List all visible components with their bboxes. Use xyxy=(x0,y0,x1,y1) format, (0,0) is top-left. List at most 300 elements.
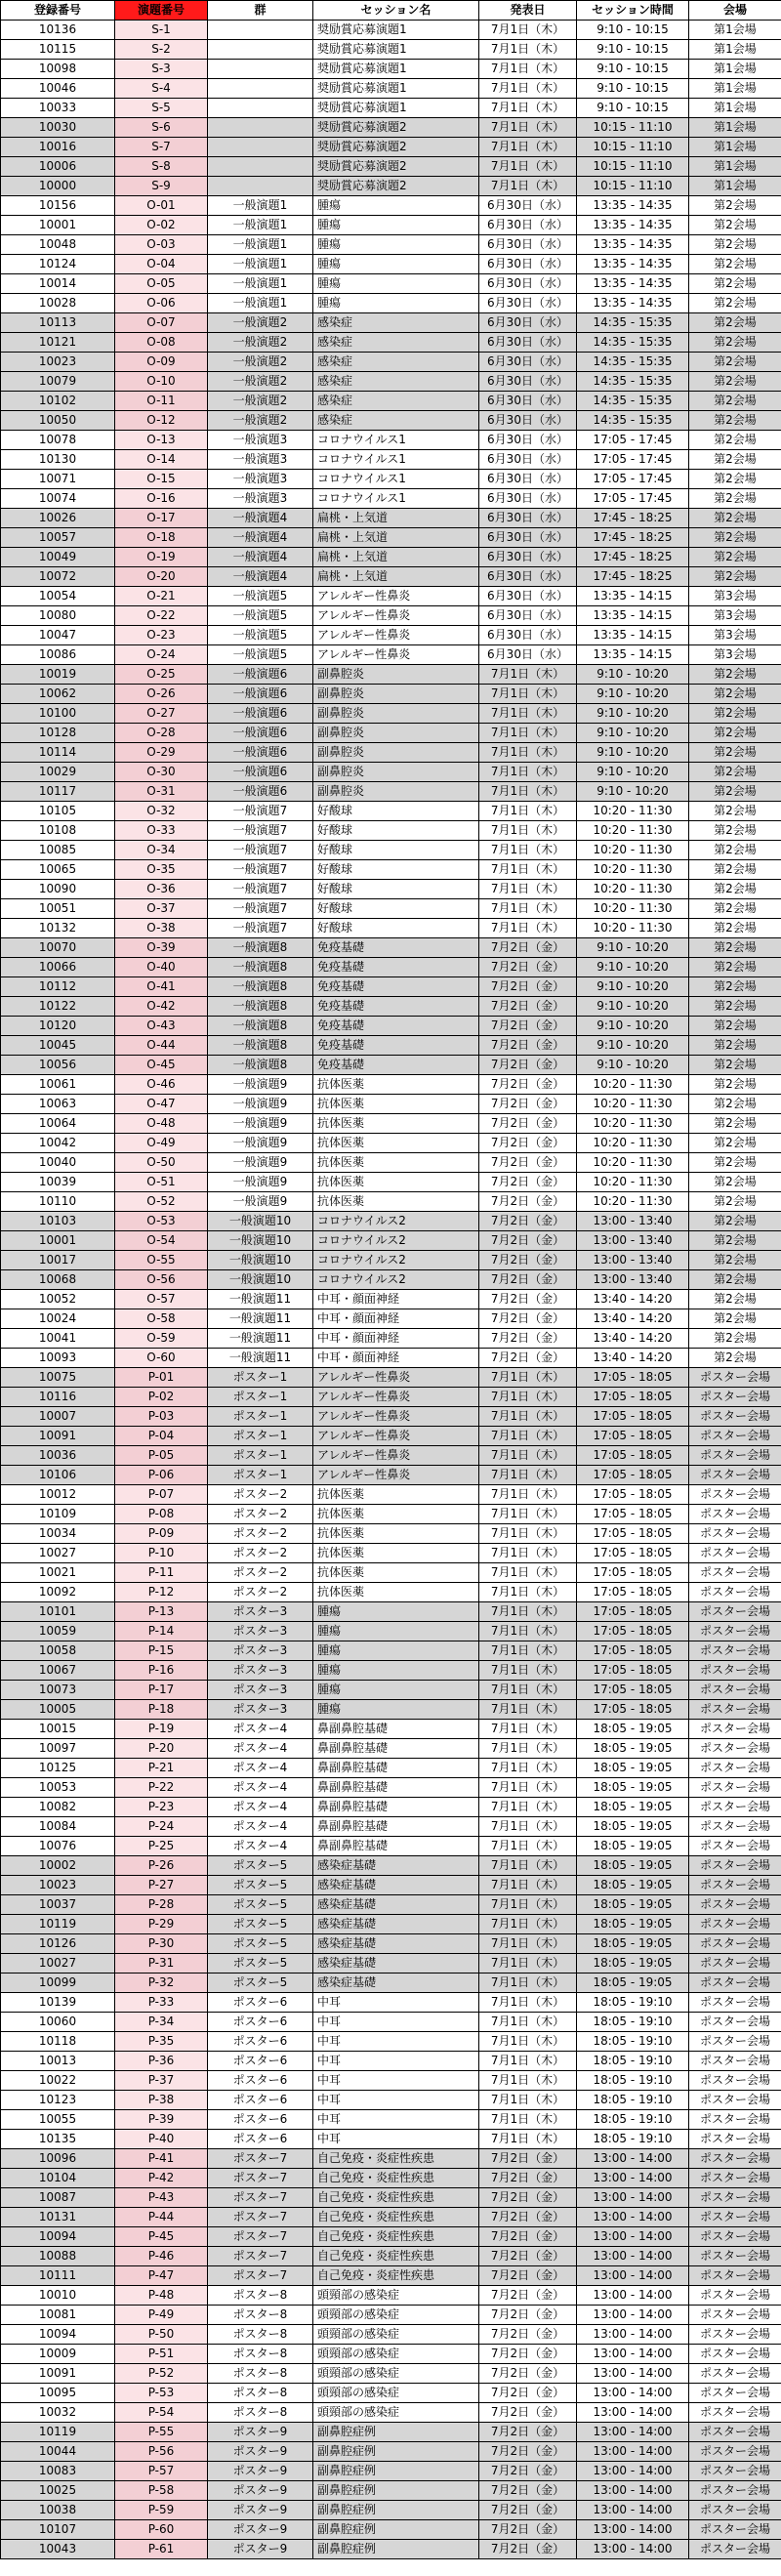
cell-presentation-number: P-16 xyxy=(115,1661,208,1681)
cell-session-time: 18:05 - 19:05 xyxy=(577,1837,689,1856)
table-row xyxy=(1,1212,781,1231)
cell-group: ポスター7 xyxy=(208,2247,313,2266)
cell-session-time: 17:05 - 18:05 xyxy=(577,1505,689,1524)
cell-venue: 第2会場 xyxy=(689,567,781,587)
cell-registration-number: 10025 xyxy=(1,2481,115,2501)
cell-presentation-date: 7月2日（金） xyxy=(479,2520,577,2540)
cell-session-name: 抗体医薬 xyxy=(313,1192,479,1212)
cell-venue: ポスター会場 xyxy=(689,1583,781,1602)
cell-presentation-date: 6月30日（水） xyxy=(479,216,577,235)
cell-group: ポスター1 xyxy=(208,1427,313,1446)
header-group: 群 xyxy=(208,1,313,21)
cell-venue: 第2会場 xyxy=(689,704,781,724)
cell-registration-number: 10007 xyxy=(1,1407,115,1427)
cell-venue: 第2会場 xyxy=(689,860,781,880)
cell-session-time: 18:05 - 19:10 xyxy=(577,2052,689,2071)
cell-presentation-date: 7月1日（木） xyxy=(479,685,577,704)
cell-group: 一般演題9 xyxy=(208,1153,313,1173)
cell-session-name: コロナウイルス2 xyxy=(313,1270,479,1290)
cell-session-name: 好酸球 xyxy=(313,841,479,860)
header-registration-number: 登録番号 xyxy=(1,1,115,21)
cell-session-time: 13:35 - 14:15 xyxy=(577,645,689,665)
cell-presentation-date: 7月2日（金） xyxy=(479,1270,577,1290)
cell-presentation-date: 7月1日（木） xyxy=(479,860,577,880)
table-row xyxy=(1,2130,781,2149)
cell-presentation-number: P-18 xyxy=(115,1700,208,1720)
cell-registration-number: 10122 xyxy=(1,997,115,1017)
cell-session-time: 9:10 - 10:20 xyxy=(577,704,689,724)
table-row xyxy=(1,1114,781,1134)
cell-session-time: 18:05 - 19:05 xyxy=(577,1778,689,1798)
cell-venue: ポスター会場 xyxy=(689,1466,781,1485)
cell-session-time: 13:00 - 13:40 xyxy=(577,1251,689,1270)
header-row xyxy=(1,1,781,21)
cell-session-name: 鼻副鼻腔基礎 xyxy=(313,1739,479,1759)
cell-group xyxy=(208,40,313,60)
cell-session-time: 9:10 - 10:20 xyxy=(577,997,689,1017)
cell-venue: ポスター会場 xyxy=(689,2110,781,2130)
cell-presentation-date: 7月2日（金） xyxy=(479,2306,577,2325)
cell-registration-number: 10012 xyxy=(1,1485,115,1505)
cell-group: 一般演題6 xyxy=(208,782,313,802)
cell-presentation-date: 7月1日（木） xyxy=(479,2110,577,2130)
cell-session-name: 中耳・顔面神経 xyxy=(313,1349,479,1368)
cell-session-time: 13:35 - 14:15 xyxy=(577,626,689,645)
cell-group: ポスター9 xyxy=(208,2520,313,2540)
cell-session-name: 感染症基礎 xyxy=(313,1974,479,1993)
cell-registration-number: 10104 xyxy=(1,2169,115,2188)
table-row xyxy=(1,21,781,40)
cell-presentation-number: P-46 xyxy=(115,2247,208,2266)
cell-presentation-date: 7月1日（木） xyxy=(479,1602,577,1622)
cell-session-name: 中耳 xyxy=(313,2130,479,2149)
cell-session-name: 奨励賞応募演題1 xyxy=(313,40,479,60)
cell-venue: ポスター会場 xyxy=(689,1661,781,1681)
cell-presentation-date: 7月1日（木） xyxy=(479,704,577,724)
table-row xyxy=(1,2032,781,2052)
cell-registration-number: 10092 xyxy=(1,1583,115,1602)
cell-session-name: 免疫基礎 xyxy=(313,997,479,1017)
cell-presentation-number: S-6 xyxy=(115,118,208,138)
cell-session-name: 鼻副鼻腔基礎 xyxy=(313,1817,479,1837)
cell-session-name: 腫瘍 xyxy=(313,255,479,274)
cell-presentation-date: 7月2日（金） xyxy=(479,2403,577,2423)
cell-registration-number: 10123 xyxy=(1,2091,115,2110)
cell-venue: ポスター会場 xyxy=(689,1427,781,1446)
cell-registration-number: 10027 xyxy=(1,1544,115,1563)
cell-group: ポスター8 xyxy=(208,2364,313,2384)
cell-registration-number: 10110 xyxy=(1,1192,115,1212)
cell-registration-number: 10024 xyxy=(1,1309,115,1329)
cell-venue: ポスター会場 xyxy=(689,1622,781,1641)
cell-session-name: コロナウイルス2 xyxy=(313,1212,479,1231)
table-row xyxy=(1,1036,781,1056)
cell-presentation-number: O-11 xyxy=(115,392,208,411)
table-row xyxy=(1,1759,781,1778)
table-row xyxy=(1,2481,781,2501)
cell-session-name: アレルギー性鼻炎 xyxy=(313,1446,479,1466)
cell-presentation-number: O-60 xyxy=(115,1349,208,1368)
cell-venue: 第2会場 xyxy=(689,528,781,548)
cell-presentation-date: 6月30日（水） xyxy=(479,528,577,548)
cell-registration-number: 10009 xyxy=(1,2345,115,2364)
cell-registration-number: 10023 xyxy=(1,353,115,372)
cell-session-time: 13:00 - 14:00 xyxy=(577,2423,689,2442)
cell-session-name: 好酸球 xyxy=(313,899,479,919)
cell-venue: ポスター会場 xyxy=(689,1876,781,1895)
cell-presentation-number: O-22 xyxy=(115,606,208,626)
cell-group: 一般演題10 xyxy=(208,1251,313,1270)
cell-registration-number: 10098 xyxy=(1,60,115,79)
cell-group xyxy=(208,60,313,79)
table-row xyxy=(1,1602,781,1622)
cell-session-time: 10:20 - 11:30 xyxy=(577,821,689,841)
cell-presentation-date: 7月1日（木） xyxy=(479,1856,577,1876)
table-row xyxy=(1,1270,781,1290)
cell-session-name: 自己免疫・炎症性疾患 xyxy=(313,2247,479,2266)
cell-presentation-date: 6月30日（水） xyxy=(479,626,577,645)
cell-presentation-date: 7月2日（金） xyxy=(479,1173,577,1192)
cell-session-name: 免疫基礎 xyxy=(313,958,479,977)
cell-session-time: 10:15 - 11:10 xyxy=(577,138,689,157)
cell-registration-number: 10053 xyxy=(1,1778,115,1798)
cell-presentation-number: P-35 xyxy=(115,2032,208,2052)
cell-session-name: 扁桃・上気道 xyxy=(313,548,479,567)
cell-group: ポスター6 xyxy=(208,2071,313,2091)
table-row xyxy=(1,313,781,333)
cell-group: 一般演題8 xyxy=(208,977,313,997)
table-row xyxy=(1,802,781,821)
cell-session-time: 17:05 - 18:05 xyxy=(577,1661,689,1681)
cell-venue: 第2会場 xyxy=(689,763,781,782)
cell-registration-number: 10067 xyxy=(1,1661,115,1681)
cell-venue: 第2会場 xyxy=(689,333,781,353)
cell-presentation-number: P-53 xyxy=(115,2384,208,2403)
cell-venue: 第2会場 xyxy=(689,372,781,392)
cell-session-time: 18:05 - 19:05 xyxy=(577,1817,689,1837)
cell-registration-number: 10051 xyxy=(1,899,115,919)
cell-group: ポスター6 xyxy=(208,2052,313,2071)
cell-presentation-date: 7月1日（木） xyxy=(479,1700,577,1720)
cell-presentation-date: 7月2日（金） xyxy=(479,1212,577,1231)
cell-presentation-number: O-27 xyxy=(115,704,208,724)
cell-presentation-date: 7月2日（金） xyxy=(479,1153,577,1173)
cell-group: 一般演題4 xyxy=(208,509,313,528)
cell-session-name: アレルギー性鼻炎 xyxy=(313,626,479,645)
cell-presentation-number: P-41 xyxy=(115,2149,208,2169)
cell-group: ポスター8 xyxy=(208,2403,313,2423)
cell-session-time: 13:35 - 14:35 xyxy=(577,255,689,274)
cell-registration-number: 10033 xyxy=(1,99,115,118)
cell-venue: 第1会場 xyxy=(689,79,781,99)
cell-session-name: アレルギー性鼻炎 xyxy=(313,587,479,606)
cell-session-name: アレルギー性鼻炎 xyxy=(313,1388,479,1407)
cell-session-name: 自己免疫・炎症性疾患 xyxy=(313,2227,479,2247)
cell-presentation-number: P-37 xyxy=(115,2071,208,2091)
table-row xyxy=(1,1993,781,2013)
cell-session-name: 副鼻腔症例 xyxy=(313,2442,479,2462)
cell-presentation-number: P-11 xyxy=(115,1563,208,1583)
cell-presentation-number: O-51 xyxy=(115,1173,208,1192)
cell-registration-number: 10076 xyxy=(1,1837,115,1856)
cell-session-name: アレルギー性鼻炎 xyxy=(313,1427,479,1446)
cell-group: ポスター7 xyxy=(208,2169,313,2188)
cell-presentation-date: 7月1日（木） xyxy=(479,1524,577,1544)
cell-registration-number: 10074 xyxy=(1,489,115,509)
cell-venue: ポスター会場 xyxy=(689,1837,781,1856)
cell-venue: ポスター会場 xyxy=(689,1993,781,2013)
table-row xyxy=(1,1017,781,1036)
cell-registration-number: 10055 xyxy=(1,2110,115,2130)
cell-session-time: 9:10 - 10:20 xyxy=(577,743,689,763)
cell-session-time: 9:10 - 10:15 xyxy=(577,60,689,79)
cell-presentation-date: 6月30日（水） xyxy=(479,196,577,216)
cell-session-time: 18:05 - 19:05 xyxy=(577,1798,689,1817)
cell-presentation-date: 7月1日（木） xyxy=(479,1427,577,1446)
cell-group: ポスター8 xyxy=(208,2325,313,2345)
cell-registration-number: 10091 xyxy=(1,1427,115,1446)
cell-group: ポスター9 xyxy=(208,2442,313,2462)
cell-registration-number: 10132 xyxy=(1,919,115,938)
cell-presentation-number: P-19 xyxy=(115,1720,208,1739)
cell-session-time: 13:35 - 14:35 xyxy=(577,294,689,313)
table-row xyxy=(1,1544,781,1563)
cell-presentation-date: 7月1日（木） xyxy=(479,1837,577,1856)
cell-presentation-number: O-36 xyxy=(115,880,208,899)
table-row xyxy=(1,606,781,626)
cell-presentation-date: 7月2日（金） xyxy=(479,1329,577,1349)
cell-session-time: 9:10 - 10:20 xyxy=(577,782,689,802)
cell-presentation-number: P-06 xyxy=(115,1466,208,1485)
cell-group: ポスター7 xyxy=(208,2208,313,2227)
cell-presentation-number: P-10 xyxy=(115,1544,208,1563)
table-row xyxy=(1,2384,781,2403)
cell-presentation-number: O-41 xyxy=(115,977,208,997)
cell-session-name: 自己免疫・炎症性疾患 xyxy=(313,2169,479,2188)
cell-registration-number: 10049 xyxy=(1,548,115,567)
cell-session-time: 18:05 - 19:10 xyxy=(577,2091,689,2110)
cell-presentation-date: 7月1日（木） xyxy=(479,1466,577,1485)
cell-session-name: 鼻副鼻腔基礎 xyxy=(313,1798,479,1817)
cell-session-time: 9:10 - 10:20 xyxy=(577,938,689,958)
cell-group: 一般演題11 xyxy=(208,1290,313,1309)
cell-session-name: 奨励賞応募演題2 xyxy=(313,138,479,157)
cell-presentation-number: O-34 xyxy=(115,841,208,860)
cell-registration-number: 10058 xyxy=(1,1641,115,1661)
cell-session-time: 13:00 - 14:00 xyxy=(577,2364,689,2384)
table-row xyxy=(1,1388,781,1407)
cell-group: 一般演題8 xyxy=(208,938,313,958)
cell-registration-number: 10021 xyxy=(1,1563,115,1583)
cell-session-name: 好酸球 xyxy=(313,860,479,880)
cell-session-time: 17:05 - 18:05 xyxy=(577,1485,689,1505)
cell-venue: 第2会場 xyxy=(689,1192,781,1212)
cell-group: ポスター9 xyxy=(208,2501,313,2520)
cell-presentation-number: P-04 xyxy=(115,1427,208,1446)
cell-registration-number: 10043 xyxy=(1,2540,115,2559)
cell-session-name: 自己免疫・炎症性疾患 xyxy=(313,2149,479,2169)
cell-session-name: 感染症基礎 xyxy=(313,1895,479,1915)
cell-presentation-date: 7月1日（木） xyxy=(479,1876,577,1895)
cell-registration-number: 10082 xyxy=(1,1798,115,1817)
cell-session-name: 奨励賞応募演題1 xyxy=(313,60,479,79)
cell-session-time: 13:35 - 14:15 xyxy=(577,606,689,626)
cell-registration-number: 10081 xyxy=(1,2306,115,2325)
cell-session-name: 免疫基礎 xyxy=(313,1056,479,1075)
cell-session-time: 17:05 - 18:05 xyxy=(577,1681,689,1700)
cell-group: ポスター4 xyxy=(208,1739,313,1759)
table-row xyxy=(1,1485,781,1505)
cell-group: 一般演題2 xyxy=(208,411,313,431)
cell-presentation-date: 7月2日（金） xyxy=(479,1114,577,1134)
cell-registration-number: 10078 xyxy=(1,431,115,450)
cell-registration-number: 10028 xyxy=(1,294,115,313)
cell-presentation-number: O-59 xyxy=(115,1329,208,1349)
cell-registration-number: 10096 xyxy=(1,2149,115,2169)
cell-registration-number: 10037 xyxy=(1,1895,115,1915)
cell-group: ポスター9 xyxy=(208,2481,313,2501)
cell-session-time: 13:00 - 14:00 xyxy=(577,2247,689,2266)
cell-session-time: 10:20 - 11:30 xyxy=(577,841,689,860)
cell-presentation-date: 7月1日（木） xyxy=(479,40,577,60)
cell-registration-number: 10085 xyxy=(1,841,115,860)
table-row xyxy=(1,626,781,645)
cell-presentation-number: O-09 xyxy=(115,353,208,372)
table-row xyxy=(1,431,781,450)
cell-registration-number: 10130 xyxy=(1,450,115,470)
table-row xyxy=(1,880,781,899)
cell-session-name: 副鼻腔症例 xyxy=(313,2501,479,2520)
cell-presentation-number: S-4 xyxy=(115,79,208,99)
cell-group: 一般演題7 xyxy=(208,919,313,938)
cell-venue: ポスター会場 xyxy=(689,1388,781,1407)
cell-presentation-date: 7月2日（金） xyxy=(479,1134,577,1153)
cell-registration-number: 10060 xyxy=(1,2013,115,2032)
cell-presentation-number: O-43 xyxy=(115,1017,208,1036)
cell-presentation-number: P-22 xyxy=(115,1778,208,1798)
cell-registration-number: 10156 xyxy=(1,196,115,216)
table-row xyxy=(1,1427,781,1446)
cell-session-name: 腫瘍 xyxy=(313,196,479,216)
table-row xyxy=(1,2306,781,2325)
cell-registration-number: 10103 xyxy=(1,1212,115,1231)
cell-session-time: 14:35 - 15:35 xyxy=(577,372,689,392)
cell-venue: 第2会場 xyxy=(689,1251,781,1270)
cell-presentation-date: 6月30日（水） xyxy=(479,353,577,372)
cell-registration-number: 10052 xyxy=(1,1290,115,1309)
cell-session-time: 17:05 - 18:05 xyxy=(577,1524,689,1544)
cell-presentation-number: P-58 xyxy=(115,2481,208,2501)
table-row xyxy=(1,1641,781,1661)
cell-group: 一般演題8 xyxy=(208,997,313,1017)
cell-group: ポスター2 xyxy=(208,1563,313,1583)
cell-presentation-number: O-13 xyxy=(115,431,208,450)
cell-group: 一般演題11 xyxy=(208,1329,313,1349)
cell-registration-number: 10064 xyxy=(1,1114,115,1134)
cell-presentation-date: 6月30日（水） xyxy=(479,509,577,528)
cell-registration-number: 10040 xyxy=(1,1153,115,1173)
cell-session-name: 感染症基礎 xyxy=(313,1856,479,1876)
cell-presentation-number: P-05 xyxy=(115,1446,208,1466)
cell-group: ポスター8 xyxy=(208,2345,313,2364)
cell-session-name: 中耳 xyxy=(313,2052,479,2071)
cell-venue: ポスター会場 xyxy=(689,2149,781,2169)
cell-presentation-number: P-55 xyxy=(115,2423,208,2442)
cell-registration-number: 10036 xyxy=(1,1446,115,1466)
table-row xyxy=(1,2266,781,2286)
cell-group: 一般演題2 xyxy=(208,392,313,411)
cell-registration-number: 10119 xyxy=(1,2423,115,2442)
cell-presentation-number: O-18 xyxy=(115,528,208,548)
cell-registration-number: 10014 xyxy=(1,274,115,294)
cell-registration-number: 10015 xyxy=(1,1720,115,1739)
cell-venue: 第2会場 xyxy=(689,1290,781,1309)
cell-presentation-date: 7月2日（金） xyxy=(479,2266,577,2286)
cell-presentation-number: O-53 xyxy=(115,1212,208,1231)
cell-venue: ポスター会場 xyxy=(689,1915,781,1934)
cell-session-time: 10:20 - 11:30 xyxy=(577,1095,689,1114)
cell-presentation-date: 7月1日（木） xyxy=(479,1563,577,1583)
cell-session-name: 奨励賞応募演題1 xyxy=(313,79,479,99)
cell-presentation-number: O-37 xyxy=(115,899,208,919)
cell-group: 一般演題6 xyxy=(208,743,313,763)
cell-group: 一般演題1 xyxy=(208,274,313,294)
cell-session-name: 腫瘍 xyxy=(313,1700,479,1720)
cell-venue: ポスター会場 xyxy=(689,2071,781,2091)
table-row xyxy=(1,1739,781,1759)
cell-presentation-number: S-8 xyxy=(115,157,208,177)
cell-venue: ポスター会場 xyxy=(689,2442,781,2462)
cell-group: ポスター3 xyxy=(208,1700,313,1720)
cell-registration-number: 10054 xyxy=(1,587,115,606)
cell-presentation-date: 7月1日（木） xyxy=(479,1622,577,1641)
cell-presentation-date: 7月2日（金） xyxy=(479,2345,577,2364)
table-row xyxy=(1,1075,781,1095)
table-row xyxy=(1,2520,781,2540)
cell-session-time: 13:00 - 14:00 xyxy=(577,2169,689,2188)
cell-group: 一般演題10 xyxy=(208,1231,313,1251)
cell-session-time: 13:00 - 14:00 xyxy=(577,2149,689,2169)
table-row xyxy=(1,2149,781,2169)
cell-group: ポスター7 xyxy=(208,2227,313,2247)
cell-session-time: 9:10 - 10:20 xyxy=(577,958,689,977)
cell-venue: 第2会場 xyxy=(689,977,781,997)
cell-presentation-number: O-44 xyxy=(115,1036,208,1056)
cell-presentation-number: O-39 xyxy=(115,938,208,958)
cell-presentation-date: 7月2日（金） xyxy=(479,1095,577,1114)
cell-presentation-date: 6月30日（水） xyxy=(479,411,577,431)
cell-session-time: 13:00 - 14:00 xyxy=(577,2403,689,2423)
cell-registration-number: 10136 xyxy=(1,21,115,40)
cell-session-time: 13:40 - 14:20 xyxy=(577,1329,689,1349)
cell-registration-number: 10071 xyxy=(1,470,115,489)
cell-session-time: 14:35 - 15:35 xyxy=(577,392,689,411)
cell-session-name: 頭頸部の感染症 xyxy=(313,2325,479,2345)
table-row xyxy=(1,1563,781,1583)
cell-registration-number: 10120 xyxy=(1,1017,115,1036)
cell-presentation-number: O-47 xyxy=(115,1095,208,1114)
table-row xyxy=(1,1661,781,1681)
cell-session-time: 17:05 - 18:05 xyxy=(577,1466,689,1485)
cell-presentation-date: 6月30日（水） xyxy=(479,274,577,294)
cell-venue: ポスター会場 xyxy=(689,2481,781,2501)
cell-presentation-number: P-03 xyxy=(115,1407,208,1427)
cell-session-name: 副鼻腔炎 xyxy=(313,665,479,685)
cell-session-time: 17:05 - 17:45 xyxy=(577,470,689,489)
cell-presentation-date: 7月2日（金） xyxy=(479,1309,577,1329)
cell-session-time: 17:05 - 18:05 xyxy=(577,1700,689,1720)
cell-presentation-number: O-04 xyxy=(115,255,208,274)
